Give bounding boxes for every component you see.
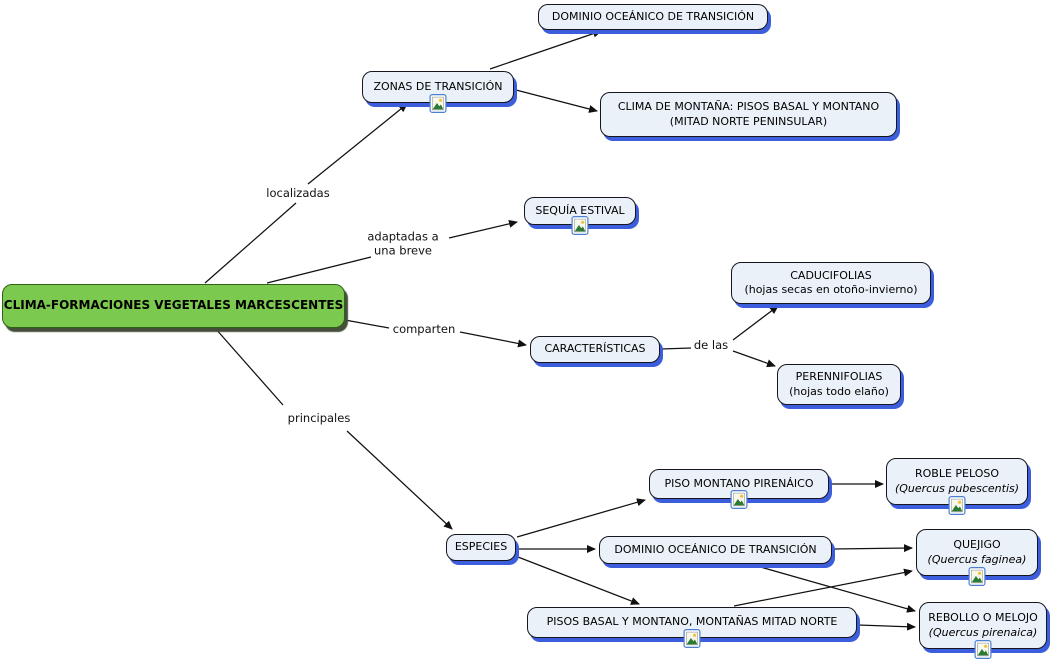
edge-principales-to-especies: [347, 431, 452, 529]
node-label: SEQUÍA ESTIVAL: [535, 203, 625, 217]
edge-comparten-to-caracteristicas: [460, 332, 526, 345]
node-rebollo-melojo[interactable]: [919, 602, 1047, 649]
linking-phrase-comparten[interactable]: [393, 322, 456, 336]
linking-phrase-text: localizadas: [266, 185, 330, 200]
linking-phrase-text: comparten: [392, 321, 456, 336]
node-especies[interactable]: [446, 534, 516, 561]
edge-clima-formaciones-vegetales-to-principales: [215, 328, 283, 405]
node-zonas-de-transicion[interactable]: [362, 71, 514, 103]
node-clima-de-montana[interactable]: [600, 92, 897, 137]
edge-dominio-oceanico-transicion-bottom-to-rebollo-melojo: [757, 566, 915, 611]
edge-zonas-de-transicion-to-dominio-oceanico-transicion-top: [490, 31, 601, 69]
node-clima-formaciones-vegetales[interactable]: [2, 284, 345, 328]
node-sequia-estival[interactable]: [524, 197, 636, 225]
linking-phrase-text: de las: [693, 337, 729, 352]
image-resource-icon[interactable]: [949, 496, 966, 515]
linking-phrase-adaptadas-a-una-breve[interactable]: [367, 230, 438, 259]
node-quejigo[interactable]: [916, 529, 1038, 576]
node-pisos-basal-montano[interactable]: [527, 607, 857, 638]
linking-phrase-text: adaptadas a: [367, 229, 439, 244]
node-label: (Quercus pirenaica): [928, 625, 1038, 639]
linking-phrase-text: principales: [287, 410, 351, 425]
image-resource-icon[interactable]: [684, 629, 701, 648]
node-dominio-oceanico-transicion-top[interactable]: [538, 4, 768, 30]
node-label: ESPECIES: [454, 540, 508, 554]
image-resource-icon[interactable]: [969, 567, 986, 586]
edge-caracteristicas-to-de-las: [661, 348, 691, 349]
node-label: (Quercus faginea): [927, 552, 1027, 566]
image-resource-icon[interactable]: [430, 94, 447, 113]
edge-pisos-basal-montano-to-quejigo: [734, 571, 912, 606]
node-caracteristicas[interactable]: [530, 336, 660, 363]
linking-phrase-de-las[interactable]: [694, 338, 728, 352]
node-label: (hojas secas en otoño-invierno): [744, 283, 918, 296]
node-label: PISOS BASAL Y MONTANO, MONTAÑAS MITAD NORTE: [546, 615, 838, 629]
edge-zonas-de-transicion-to-clima-de-montana: [516, 90, 597, 111]
node-piso-montano-pirenaico[interactable]: [649, 469, 829, 499]
edge-especies-to-pisos-basal-montano: [518, 557, 639, 604]
node-label: PERENNIFOLIAS: [795, 370, 883, 384]
edge-clima-formaciones-vegetales-to-comparten: [345, 320, 389, 328]
node-label: QUEJIGO: [953, 538, 1001, 552]
image-resource-icon[interactable]: [572, 216, 589, 235]
edge-dominio-oceanico-transicion-bottom-to-quejigo: [833, 548, 912, 549]
node-dominio-oceanico-transicion-bottom[interactable]: [599, 536, 832, 564]
edge-clima-formaciones-vegetales-to-adaptadas-a-una-breve: [267, 257, 371, 283]
image-resource-icon[interactable]: [731, 490, 748, 509]
node-label: (hojas todo elaño): [789, 384, 889, 398]
node-label: REBOLLO O MELOJO: [928, 611, 1038, 625]
node-perennifolias[interactable]: [777, 364, 901, 405]
edge-pisos-basal-montano-to-rebollo-melojo: [858, 625, 915, 627]
node-label: DOMINIO OCEÁNICO DE TRANSICIÓN: [551, 9, 755, 23]
node-label: ZONAS DE TRANSICIÓN: [373, 79, 503, 93]
edge-localizadas-to-zonas-de-transicion: [308, 104, 407, 184]
edge-clima-formaciones-vegetales-to-localizadas: [205, 203, 296, 283]
node-label: CLIMA DE MONTAÑA: PISOS BASAL Y MONTANO: [617, 100, 880, 114]
edge-de-las-to-caducifolias: [733, 306, 778, 340]
node-label: (MITAD NORTE PENINSULAR): [669, 114, 828, 128]
linking-phrase-text: una breve: [373, 244, 433, 258]
node-label: CLIMA-FORMACIONES VEGETALES MARCESCENTES: [3, 298, 344, 313]
node-label: PISO MONTANO PIRENÁICO: [664, 476, 814, 490]
linking-phrase-localizadas[interactable]: [266, 186, 329, 200]
node-label: (Quercus pubescentis): [894, 481, 1020, 495]
image-resource-icon[interactable]: [975, 640, 992, 659]
node-roble-peloso[interactable]: [886, 458, 1028, 505]
node-caducifolias[interactable]: [731, 262, 931, 304]
edge-adaptadas-a-una-breve-to-sequia-estival: [449, 222, 517, 238]
node-label: DOMINIO OCEÁNICO DE TRANSICIÓN: [614, 542, 817, 556]
node-label: CARACTERÍSTICAS: [544, 342, 646, 356]
edge-de-las-to-perennifolias: [733, 351, 775, 366]
node-label: ROBLE PELOSO: [914, 467, 1000, 481]
linking-phrase-principales[interactable]: [288, 411, 351, 425]
node-label: CADUCIFOLIAS: [790, 268, 872, 282]
edge-especies-to-piso-montano-pirenaico: [517, 500, 645, 537]
